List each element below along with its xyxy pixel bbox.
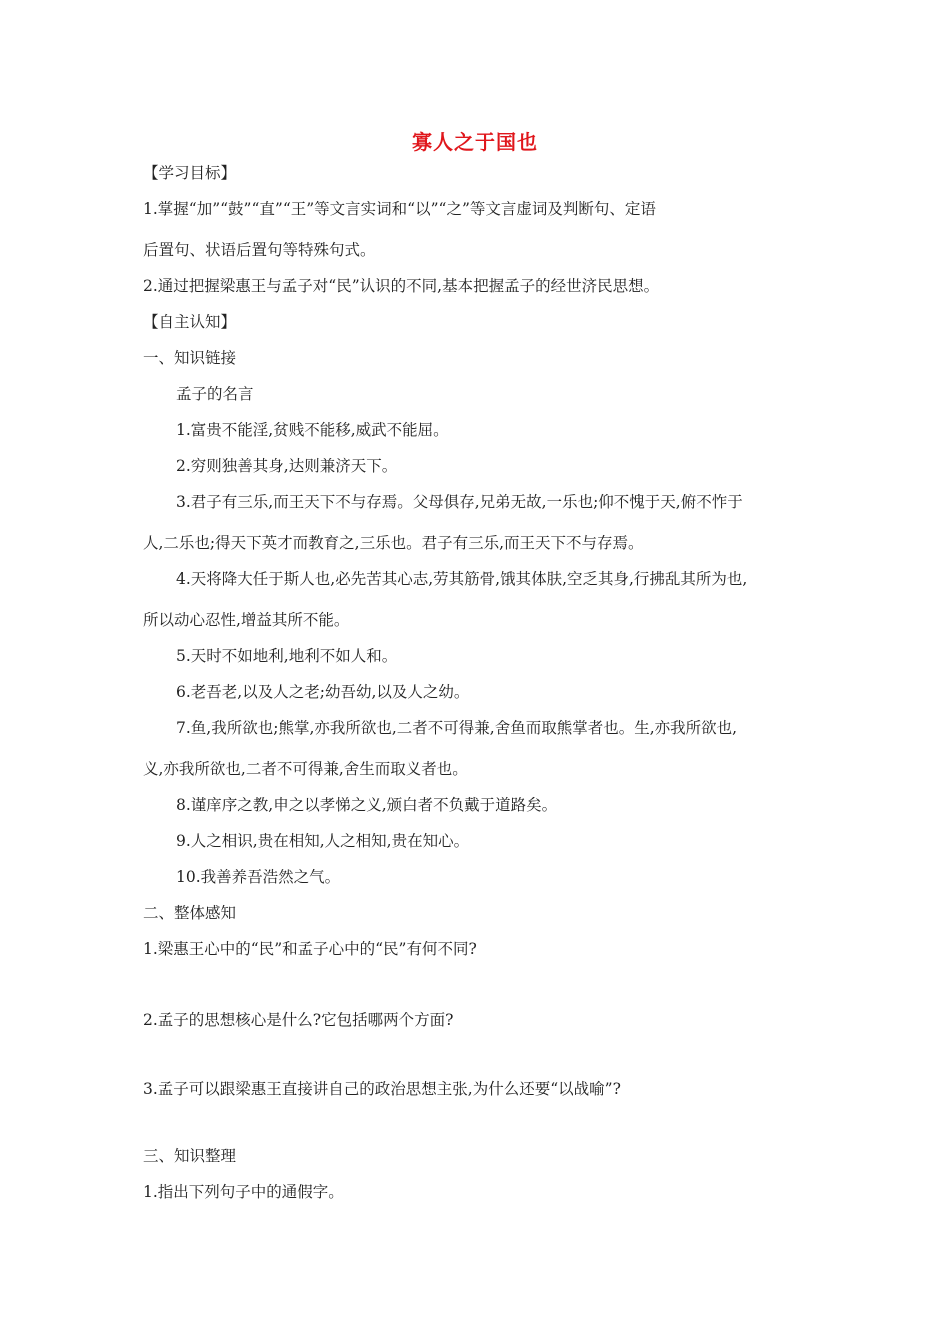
question-line: 1.梁惠王心中的“民”和孟子心中的“民”有何不同?: [143, 940, 477, 958]
section3-item: 1.指出下列句子中的通假字。: [143, 1183, 344, 1201]
section1-subheading: 孟子的名言: [176, 385, 254, 403]
quote-line: 4.天将降大任于斯人也,必先苦其心志,劳其筋骨,饿其体肤,空乏其身,行拂乱其所为也,: [176, 570, 748, 588]
quote-line: 10.我善养吾浩然之气。: [176, 868, 341, 886]
quote-line: 8.谨庠序之教,申之以孝悌之义,颁白者不负戴于道路矣。: [176, 796, 558, 814]
quote-line: 3.君子有三乐,而王天下不与存焉。父母俱存,兄弟无故,一乐也;仰不愧于天,俯不怍于: [176, 493, 743, 511]
quote-line: 人,二乐也;得天下英才而教育之,三乐也。君子有三乐,而王天下不与存焉。: [143, 534, 644, 552]
document-title: 寡人之于国也: [412, 130, 538, 154]
quote-line: 7.鱼,我所欲也;熊掌,亦我所欲也,二者不可得兼,舍鱼而取熊掌者也。生,亦我所欲也,: [176, 719, 738, 737]
question-line: 3.孟子可以跟梁惠王直接讲自己的政治思想主张,为什么还要“以战喻”?: [143, 1080, 621, 1098]
section2-heading: 二、整体感知: [143, 904, 237, 922]
self-study-header: 【自主认知】: [143, 313, 237, 331]
section1-heading: 一、知识链接: [143, 349, 237, 367]
quote-line: 2.穷则独善其身,达则兼济天下。: [176, 457, 398, 475]
quote-line: 5.天时不如地利,地利不如人和。: [176, 647, 398, 665]
quote-line: 6.老吾老,以及人之老;幼吾幼,以及人之幼。: [176, 683, 470, 701]
objective-line: 2.通过把握梁惠王与孟子对“民”认识的不同,基本把握孟子的经世济民思想。: [143, 277, 660, 295]
quote-line: 义,亦我所欲也,二者不可得兼,舍生而取义者也。: [143, 760, 468, 778]
objective-line: 后置句、状语后置句等特殊句式。: [143, 241, 376, 259]
quote-line: 所以动心忍性,增益其所不能。: [143, 611, 350, 629]
question-line: 2.孟子的思想核心是什么?它包括哪两个方面?: [143, 1011, 454, 1029]
objective-line: 1.掌握“加”“鼓”“直”“王”等文言实词和“以”“之”等文言虚词及判断句、定语: [143, 200, 656, 218]
section3-heading: 三、知识整理: [143, 1147, 237, 1165]
quote-line: 9.人之相识,贵在相知,人之相知,贵在知心。: [176, 832, 470, 850]
quote-line: 1.富贵不能淫,贫贱不能移,威武不能屈。: [176, 421, 449, 439]
objectives-header: 【学习目标】: [143, 164, 237, 182]
